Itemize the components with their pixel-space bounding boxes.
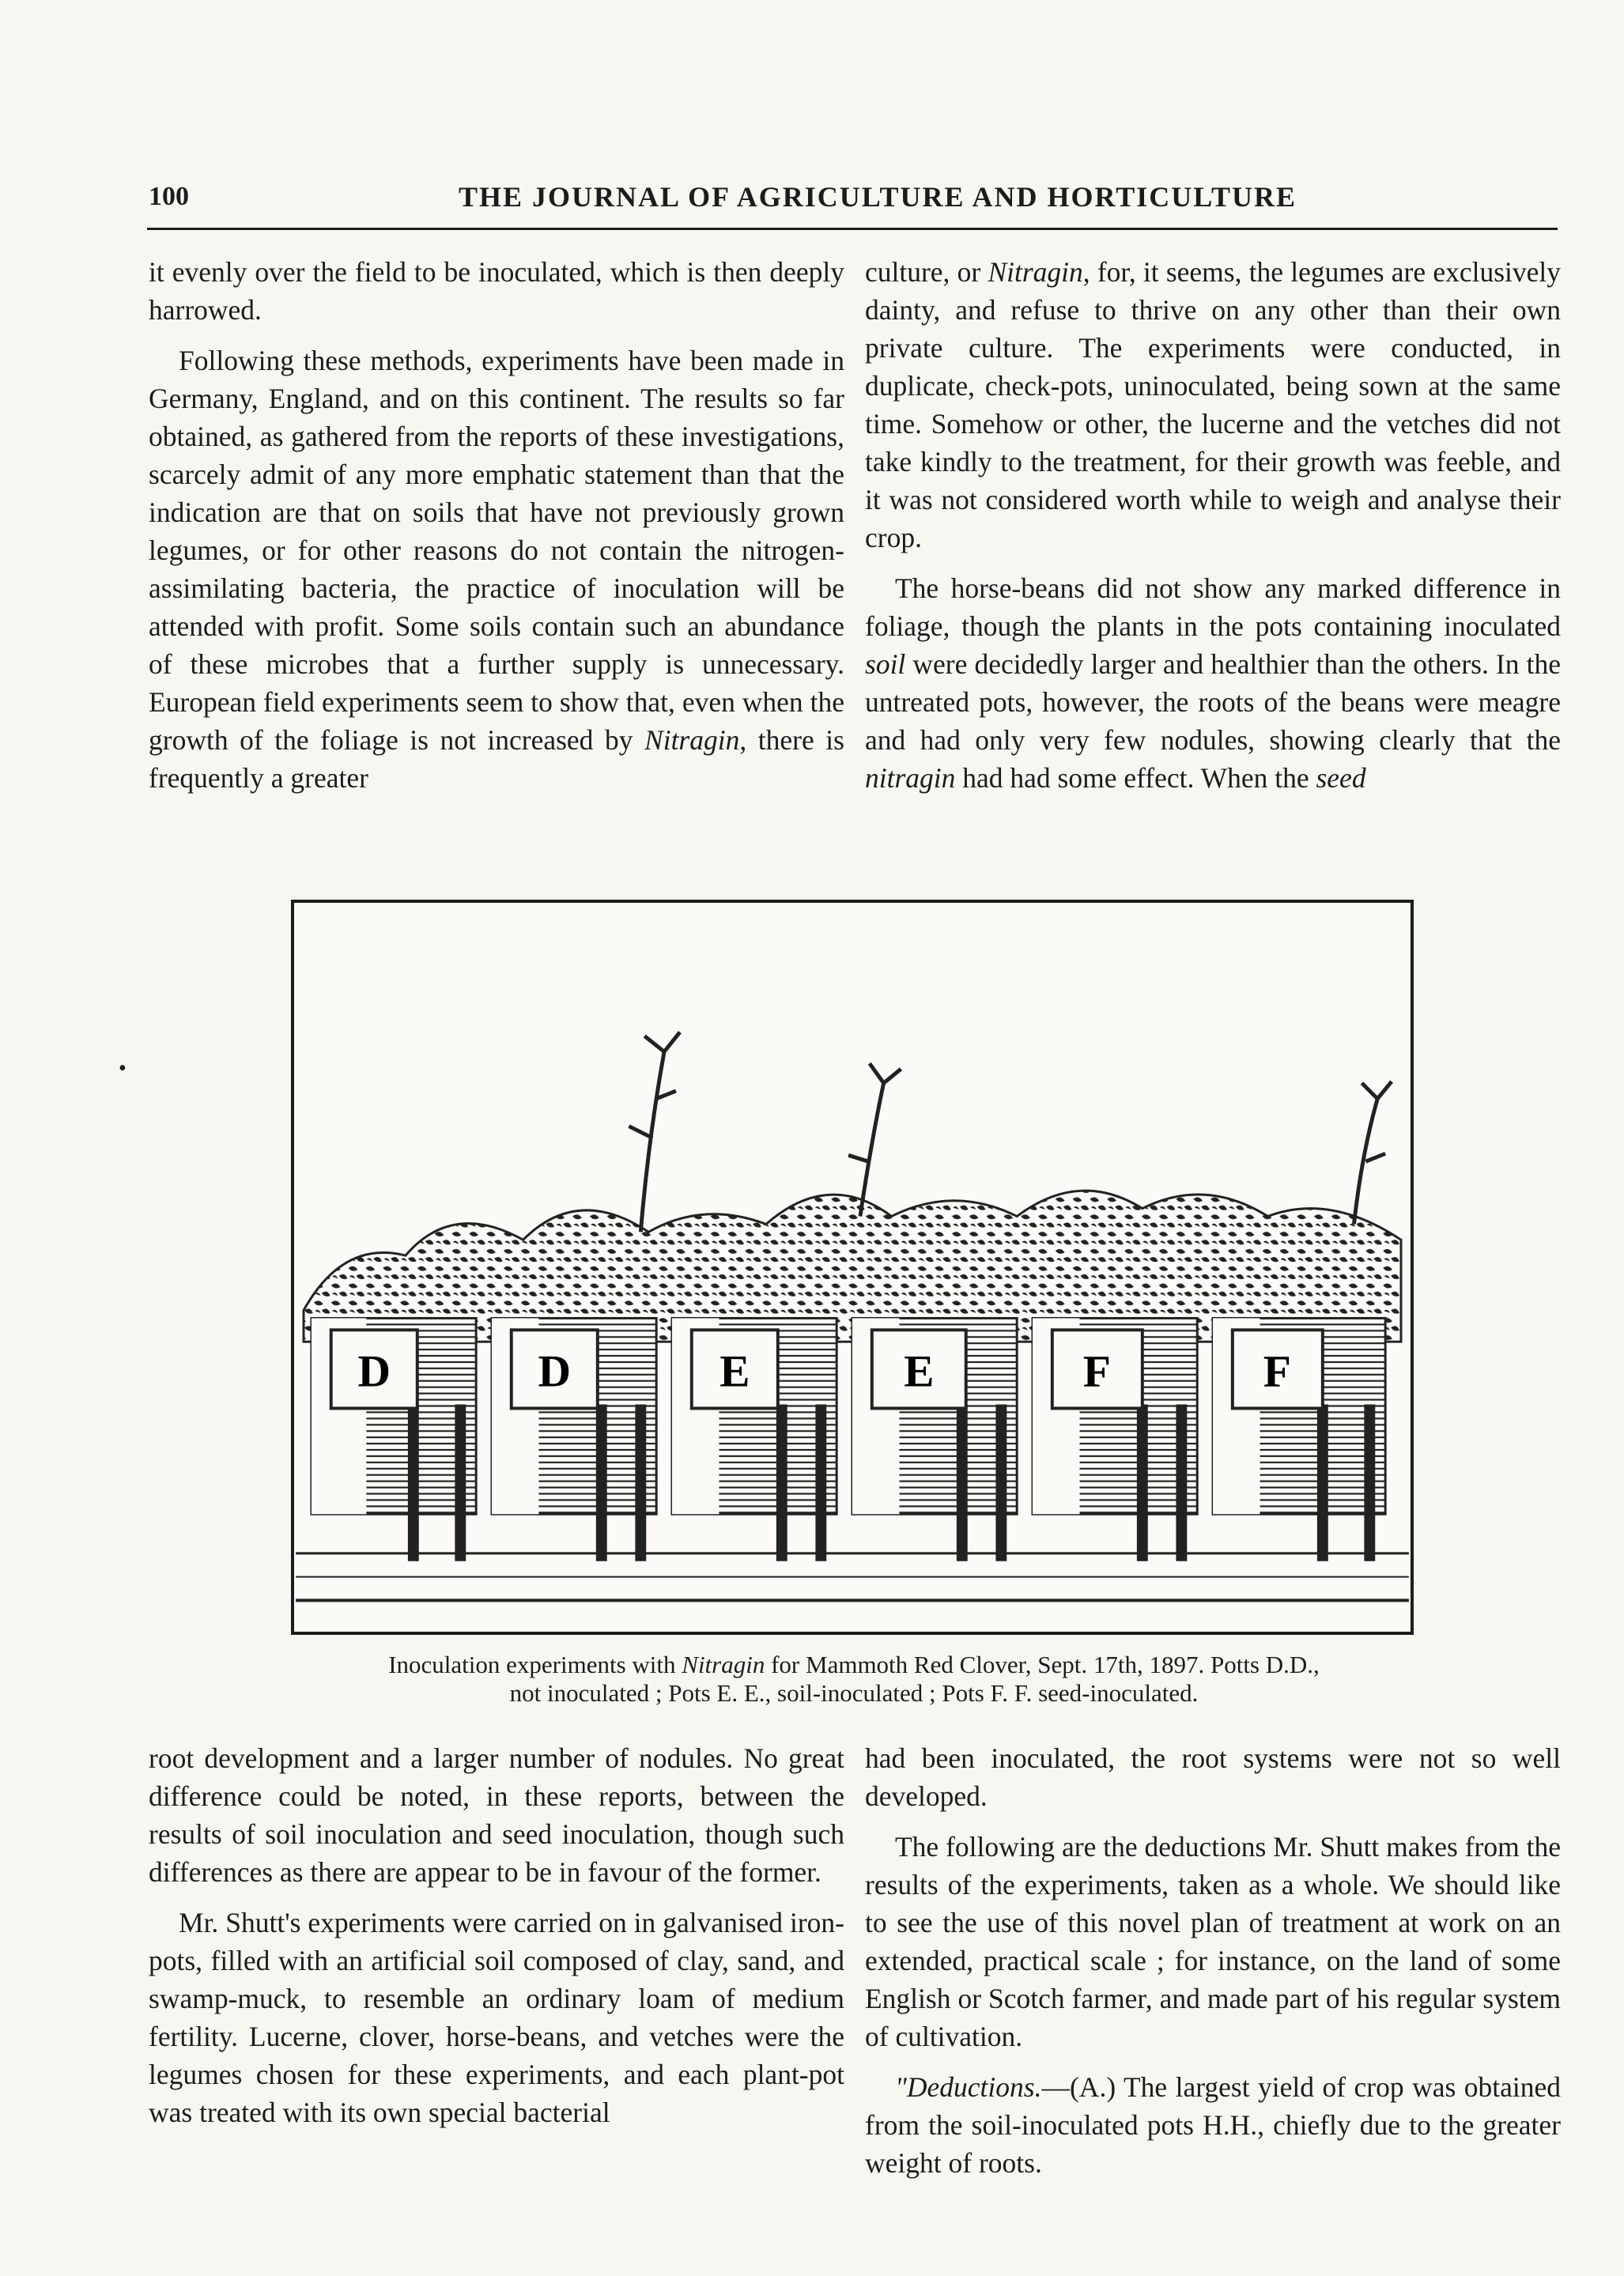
figure-caption	[237, 1651, 1471, 1708]
pot-label: E	[904, 1346, 935, 1397]
paragraph: culture, or Nitragin, for, it seems, the legumes are exclusively dainty, and refuse to thrive on any other than their own private culture. The experiments were conducted, in duplicate, check-pots, uninoculated, being sown at the same time. Somehow or other, the lucerne and the vetches did not take kindly to the treatment, for their growth was feeble, and it was not considered worth while to weigh and analyse their crop.	[865, 256, 1562, 553]
pot-label: F	[1263, 1346, 1291, 1397]
pot-illustration	[291, 900, 1414, 1635]
italic-term: Nitragin	[644, 724, 740, 756]
page-number: 100	[149, 182, 189, 211]
caption-line-1: Inoculation experiments with Nitragin for Mammoth Red Clover, Sept. 17th, 1897. Potts D.D.,	[388, 1651, 1320, 1678]
illustration-svg	[294, 903, 1411, 1632]
paragraph: root development and a larger number of nodules. No great difference could be noted, in these reports, between the results of soil inoculation and seed inoculation, though such differences as there are appear to be in favour of the former.	[149, 1742, 844, 1888]
bottom-right-column	[865, 1739, 1561, 2195]
paragraph: "Deductions.—(A.) The largest yield of crop was obtained from the soil-inoculated pots H.H., chiefly due to the greater weight of roots.	[865, 2071, 1561, 2179]
pot-label: D	[538, 1346, 572, 1397]
top-right-column	[865, 253, 1561, 810]
pot-label: E	[719, 1346, 750, 1397]
paragraph: The horse-beans did not show any marked difference in foliage, though the plants in the pots containing inoculated soil were decidedly larger and healthier than the others. In the untreated pots, however, the roots of the beans were meagre and had only very few nodules, showing clearly that the nitragin had had some effect. When the seed	[865, 572, 1561, 794]
paragraph: it evenly over the field to be inoculated, which is then deeply harrowed.	[149, 256, 844, 326]
paragraph: The following are the deductions Mr. Shutt makes from the results of the experiments, taken as a whole. We should like to see the use of this novel plan of treatment at work on an extended, practical scale ; for instance, on the land of some English or Scotch farmer, and made part of his regular system of cultivation.	[865, 1831, 1561, 2052]
paragraph: Mr. Shutt's experiments were carried on in galvanised iron-pots, filled with an artificial soil composed of clay, sand, and swamp-muck, to resemble an ordinary loam of medium fertility. Lucerne, clover, horse-beans, and vetches were the legumes chosen for these experiments, and each plant-pot was treated with its own special bacterial	[149, 1907, 844, 2128]
running-title: THE JOURNAL OF AGRICULTURE AND HORTICULTURE	[459, 181, 1297, 213]
top-left-column	[149, 253, 844, 810]
header-rule	[147, 228, 1558, 230]
pot-label: F	[1082, 1346, 1111, 1397]
bottom-left-column	[149, 1739, 844, 2144]
paragraph: Following these methods, experiments have been made in Germany, England, and on this continent. The results so far obtained, as gathered from the reports of these investigations, scarcely admit of any more emphatic statement than that the indication are that on soils that have not previously grown legumes, or for other reasons do not contain the nitrogen-assimilating bacteria, the practice of inoculation will be attended with profit. Some soils contain such an abundance of these microbes that a further supply is unnecessary. European field experiments seem to show that, even when the growth of the foliage is not increased by Nitragin, there is frequently a greater	[149, 345, 844, 794]
stray-print-mark: •	[119, 1056, 127, 1081]
caption-line-2: not inoculated ; Pots E. E., soil-inoculated ; Pots F. F. seed-inoculated.	[509, 1679, 1199, 1707]
pot-label: D	[357, 1346, 391, 1397]
paragraph: had been inoculated, the root systems were not so well developed.	[865, 1742, 1561, 1812]
